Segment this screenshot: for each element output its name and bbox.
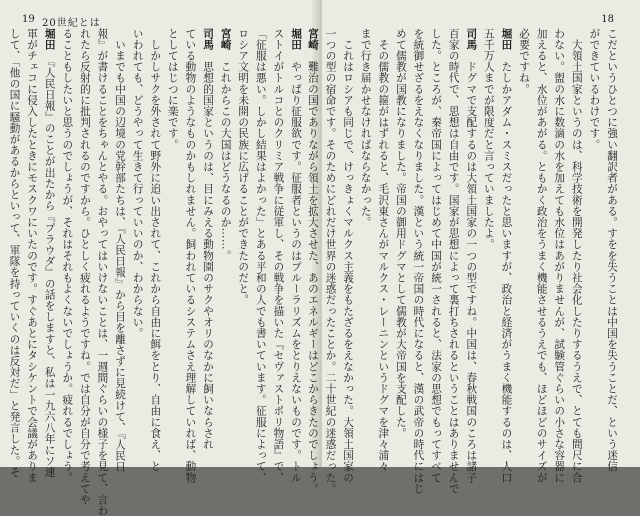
speaker-name: 宮崎 xyxy=(306,28,319,51)
line-text: しかしサクを外されて野外に追い出されて、これから自由に餌をとり、自由に食え、と xyxy=(149,28,162,472)
text-line xyxy=(181,28,199,484)
line-text: 一つの型の宿命です。そのためにどれだけ世界の迷惑だったことか。二十世紀の迷惑だった。 xyxy=(324,28,337,495)
line-text: 大領土国家というのは、科学技術を開発したり社会化したりするうえで、とても間尺に合 xyxy=(570,28,583,484)
text-line xyxy=(391,28,409,467)
text-line xyxy=(93,28,111,516)
line-text: としてはじつに楽です。 xyxy=(166,28,179,151)
text-line xyxy=(234,28,252,467)
text-line xyxy=(514,28,532,467)
line-text: して、「他の国に騒動があるからといって、軍隊を持っていくのは反対だ」と発言した。そ xyxy=(8,28,21,478)
running-head: 20世紀とは xyxy=(42,18,101,29)
text-line xyxy=(585,28,603,467)
text-line xyxy=(251,28,269,484)
line-text: ができているわけです。 xyxy=(588,28,601,151)
text-line xyxy=(567,28,585,484)
text-line xyxy=(75,28,93,506)
text-line xyxy=(286,28,304,484)
page-number-left: 19 xyxy=(22,14,35,25)
speaker-name: 堀田 xyxy=(290,28,302,51)
text-line xyxy=(146,28,164,472)
line-text: まで行き届かせなければならなかった。 xyxy=(359,28,372,228)
line-text: 思想的国家というのは、目にみえる動物園のサクやオリのなかに飼いならされ xyxy=(202,50,215,450)
text-line xyxy=(479,28,497,467)
speaker-name: 司馬 xyxy=(202,28,215,51)
line-text: 軍がチェコに侵入したときにモスクワにいたのです。すぐあとにタシケントで会議がありま xyxy=(26,28,39,484)
text-line xyxy=(339,28,357,484)
line-text: 五千万人までが限度だと言っていましたよ。 xyxy=(482,28,495,250)
text-line xyxy=(128,28,146,467)
page-number-right: 18 xyxy=(601,14,614,25)
speaker-name: 堀田 xyxy=(500,28,513,51)
text-line xyxy=(426,28,444,484)
line-text: たしかアダム・スミスだったと思いますが、政治と経済がうまく機能するのは、人口 xyxy=(500,50,513,484)
line-text: した。ところが、秦帝国によってはじめて中国が統一されると、法家の思想でもってすべて xyxy=(430,28,443,484)
line-text: これはロシアも同じで、けっきょくマルクス主義をもたざるをえなかった。大領土国家の xyxy=(342,28,355,484)
text-line xyxy=(374,28,392,472)
line-text: めて儒教が国教になりました。帝国の御用ドグマとして儒教が大帝国を支配した。 xyxy=(394,28,407,439)
text-line xyxy=(58,28,76,484)
text-line xyxy=(303,28,321,495)
line-text: いわれても、どうやって生きて行っていいのか、わからない。 xyxy=(131,28,144,339)
line-text: ストイがトルコとのクリミア戦争に従軍し、その戦争を描いた『セヴァストポリ物語』で、 xyxy=(272,28,285,484)
line-text: ドグマで支配するのは大領土国家の一つの型ですね。中国は、春秋戦国のころは諸子 xyxy=(465,50,478,484)
text-line xyxy=(110,28,128,473)
line-text: 報』が書けることをちゃんとやる。おやってはいけないことは、一週間ぐらいの様子を見て、言わ xyxy=(96,28,109,516)
line-text: 「征服は悪い。しかし結果はよかった」とある平和の人でも書いています。征服によって、 xyxy=(254,28,267,484)
right-page xyxy=(306,0,640,495)
speaker-name: 司馬 xyxy=(465,28,478,51)
text-line xyxy=(198,28,216,467)
line-text: これからこの大国はどうなるのか……。 xyxy=(219,50,232,262)
text-line xyxy=(409,28,427,495)
speaker-name: 宮崎 xyxy=(219,28,232,51)
line-text: 難治の国でありながら領土を拡大させた、あのエネルギーはどこからきたのでしょう。 xyxy=(306,50,319,495)
text-line xyxy=(321,28,339,495)
line-text: 加えると、水位があがる。ともかく政治をうまく機能させるうえでも、ほどほどのサイズが xyxy=(535,28,548,484)
line-text: を統御せざるをえなくなりました。漢という統一帝国の時代になると、漢の武帝の時代にはじ xyxy=(412,28,425,495)
line-text: こだというひとつに強い翻訳者がある。すをを失うことは中国を失うことだ、という迷信 xyxy=(606,28,618,472)
line-text: れたら反射的に批判されるのですから。ひとしく疲れるようですね。では自分が自分で考えてや xyxy=(78,28,91,506)
line-text: わない。盥の水に数滴の水を加えても水位はあがりませんが、試験管ぐらいの小さな容器に xyxy=(553,28,566,484)
text-line xyxy=(444,28,462,495)
left-page-text xyxy=(8,28,304,516)
text-line xyxy=(550,28,568,484)
line-text: 『人民日報』のことが出たから『プラウダ』の話をしますと、私は一九六八年にソ連 xyxy=(43,50,56,478)
text-line xyxy=(532,28,550,484)
text-line xyxy=(40,28,58,478)
line-text: やっぱり征服欲です。征服者というのはプルーラリズムをとりえないものです。トル xyxy=(290,50,302,484)
text-line xyxy=(216,28,234,467)
text-line xyxy=(163,28,181,467)
text-line xyxy=(497,28,515,484)
text-line xyxy=(356,28,374,467)
line-text: ている動物のようなものかもしれません。飼われているシステムさえ理解していれば、動物 xyxy=(184,28,197,484)
text-line xyxy=(23,28,41,484)
text-line xyxy=(462,28,480,484)
text-line xyxy=(5,28,23,478)
line-text: 百家の時代で、思想は自由です。国家が思想によって裏打ちされるということはありませんで xyxy=(447,28,460,495)
line-text: その儒教の箍がはずれると、毛沢東さんがマルクス・レーニンというドグマを津々浦々 xyxy=(377,28,390,472)
line-text: 必要ですね。 xyxy=(518,28,531,95)
left-page xyxy=(0,0,318,516)
text-line xyxy=(602,28,620,472)
line-text: いまでも中国の辺境の党幹部たちは、『人民日報』から目を離さずに見続けて、『人民日 xyxy=(114,28,127,473)
text-line xyxy=(269,28,287,484)
speaker-name: 堀田 xyxy=(43,28,56,51)
right-page-text xyxy=(306,28,620,495)
line-text: ることもしたいと思うのでしょうが、それはそれもよくないでしょうか。疲れるでしょう。 xyxy=(61,28,74,484)
line-text: ロシア文明を未開の民族に広げることができたのだと。 xyxy=(237,28,250,306)
